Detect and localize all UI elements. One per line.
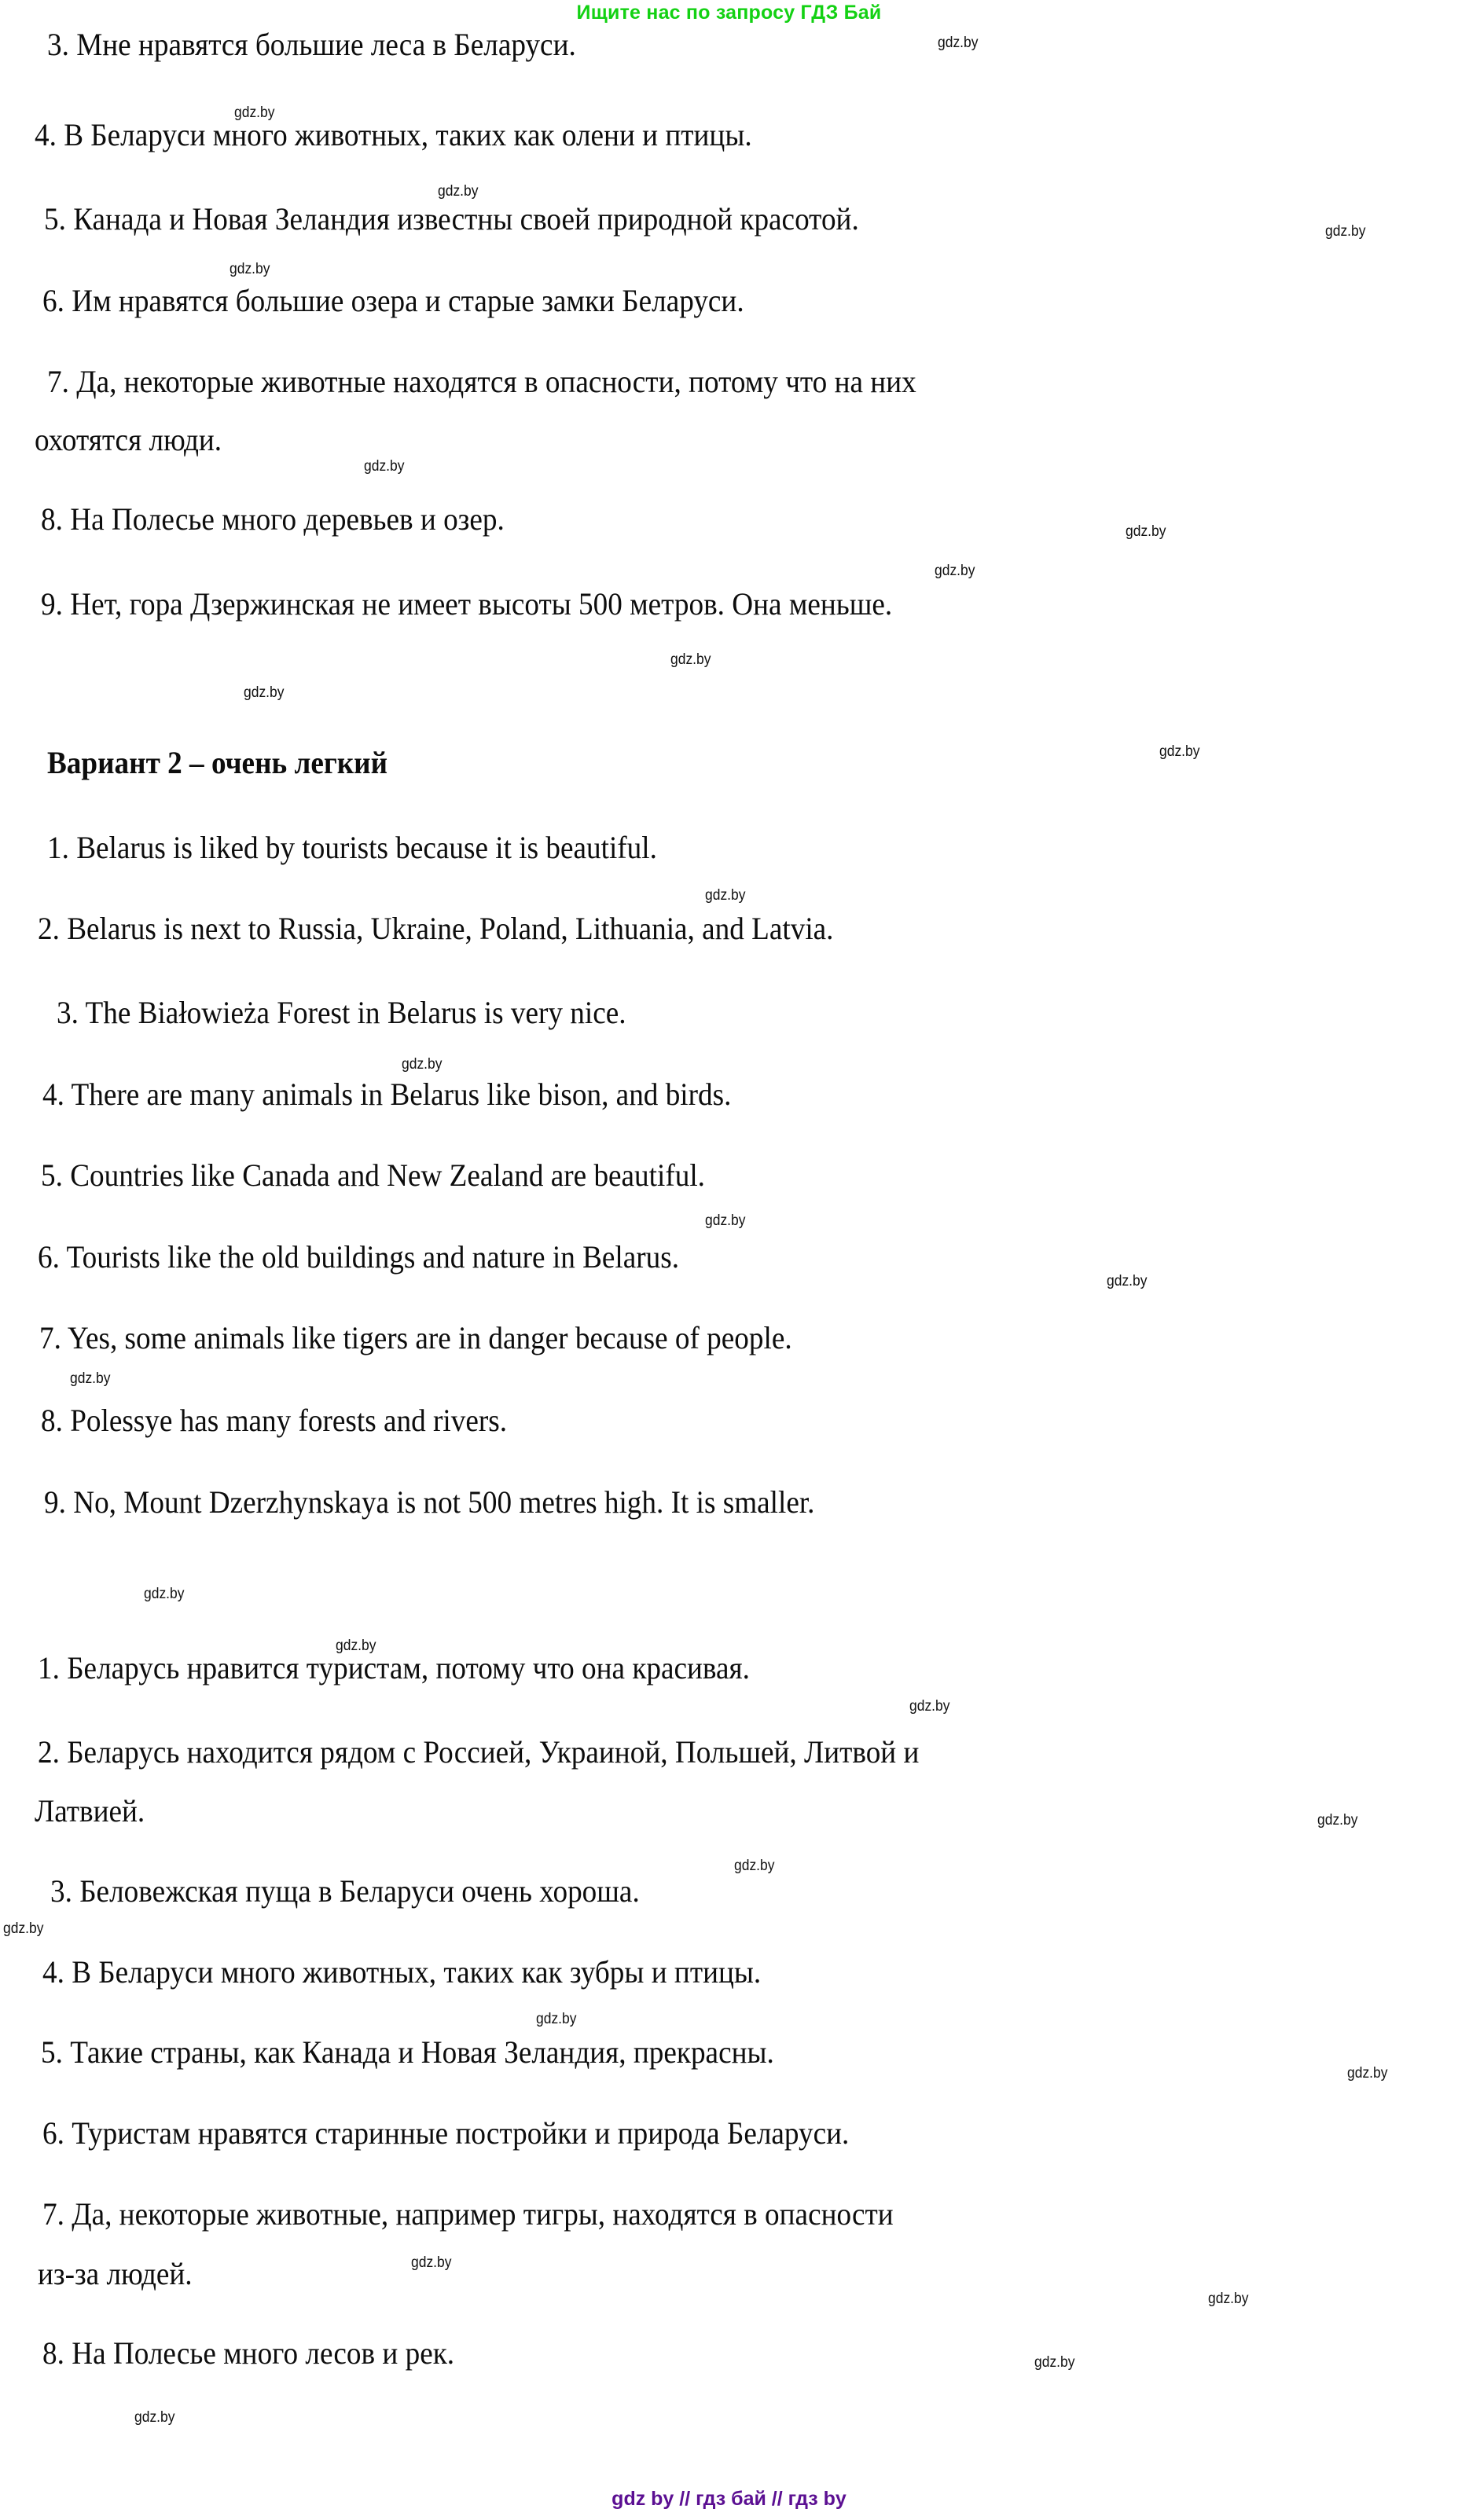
gdz-watermark: gdz.by	[364, 458, 405, 475]
gdz-watermark: gdz.by	[438, 183, 479, 200]
site-promo-footer-banner: gdz by // гдз бай // гдз by	[611, 2488, 847, 2510]
answer-line: 6. Туристам нравятся старинные постройки и природа Беларуси.	[42, 2115, 850, 2151]
answer-line: 2. Belarus is next to Russia, Ukraine, Poland, Lithuania, and Latvia.	[38, 911, 834, 946]
gdz-watermark: gdz.by	[244, 684, 285, 701]
answer-line: 5. Такие страны, как Канада и Новая Зеландия, прекрасны.	[41, 2034, 774, 2070]
answer-line: 7. Да, некоторые животные, например тигры, находятся в опасности	[42, 2196, 894, 2232]
gdz-watermark: gdz.by	[1107, 1273, 1148, 1289]
gdz-watermark: gdz.by	[670, 651, 711, 668]
gdz-watermark: gdz.by	[734, 1858, 775, 1874]
gdz-watermark: gdz.by	[705, 1212, 746, 1229]
gdz-watermark: gdz.by	[234, 105, 275, 121]
gdz-watermark: gdz.by	[705, 887, 746, 904]
answer-line: охотятся люди.	[35, 422, 222, 457]
gdz-watermark: gdz.by	[935, 563, 975, 579]
answer-line: 9. Нет, гора Дзержинская не имеет высоты 500 метров. Она меньше.	[41, 586, 893, 622]
gdz-watermark: gdz.by	[230, 261, 270, 277]
answer-line: Латвией.	[35, 1793, 145, 1829]
answer-line: 4. There are many animals in Belarus like bison, and birds.	[42, 1077, 732, 1112]
gdz-watermark: gdz.by	[70, 1370, 111, 1387]
answer-line: 5. Countries like Canada and New Zealand are beautiful.	[41, 1157, 705, 1193]
gdz-watermark: gdz.by	[1317, 1812, 1358, 1829]
gdz-watermark: gdz.by	[1347, 2065, 1388, 2082]
answer-line: 1. Беларусь нравится туристам, потому что она красивая.	[38, 1650, 750, 1686]
answer-line: 3. The Białowieża Forest in Belarus is very nice.	[57, 995, 626, 1030]
answer-line: 3. Беловежская пуща в Беларуси очень хороша.	[50, 1873, 640, 1909]
gdz-watermark: gdz.by	[1034, 2354, 1075, 2371]
answer-line: Вариант 2 – очень легкий	[47, 745, 388, 780]
answer-line: 9. No, Mount Dzerzhynskaya is not 500 metres high. It is smaller.	[44, 1484, 815, 1520]
gdz-watermark: gdz.by	[336, 1638, 376, 1654]
site-promo-header-banner: Ищите нас по запросу ГДЗ Бай	[576, 2, 882, 24]
gdz-watermark: gdz.by	[536, 2011, 577, 2027]
answer-line: 8. Polessye has many forests and rivers.	[41, 1403, 508, 1438]
gdz-watermark: gdz.by	[938, 35, 979, 51]
answer-line: 6. Им нравятся большие озера и старые замки Беларуси.	[42, 283, 744, 318]
gdz-watermark: gdz.by	[909, 1698, 950, 1715]
gdz-watermark: gdz.by	[411, 2254, 452, 2271]
answer-line: 1. Belarus is liked by tourists because it is beautiful.	[47, 830, 657, 865]
answer-line: 6. Tourists like the old buildings and nature in Belarus.	[38, 1239, 680, 1275]
gdz-watermark: gdz.by	[1159, 743, 1200, 760]
answer-line: 4. В Беларуси много животных, таких как зубры и птицы.	[42, 1954, 762, 1990]
answer-line: 7. Yes, some animals like tigers are in danger because of people.	[39, 1320, 792, 1355]
gdz-watermark: gdz.by	[1325, 223, 1366, 240]
answer-line: 5. Канада и Новая Зеландия известны своей природной красотой.	[44, 201, 859, 237]
answer-line: 2. Беларусь находится рядом с Россией, Украиной, Польшей, Литвой и	[38, 1734, 920, 1770]
gdz-watermark: gdz.by	[402, 1056, 443, 1073]
answer-line: 4. В Беларуси много животных, таких как олени и птицы.	[35, 117, 752, 152]
gdz-watermark: gdz.by	[3, 1920, 44, 1937]
gdz-watermark: gdz.by	[1208, 2291, 1249, 2307]
gdz-watermark: gdz.by	[1126, 523, 1166, 540]
gdz-watermark: gdz.by	[144, 1586, 185, 1602]
answer-line: 3. Мне нравятся большие леса в Беларуси.	[47, 27, 576, 62]
answer-line: 7. Да, некоторые животные находятся в опасности, потому что на них	[47, 364, 916, 399]
answer-line: 8. На Полесье много деревьев и озер.	[41, 501, 505, 537]
gdz-watermark: gdz.by	[134, 2409, 175, 2426]
answer-line: из-за людей.	[38, 2256, 193, 2291]
answer-line: 8. На Полесье много лесов и рек.	[42, 2335, 455, 2371]
